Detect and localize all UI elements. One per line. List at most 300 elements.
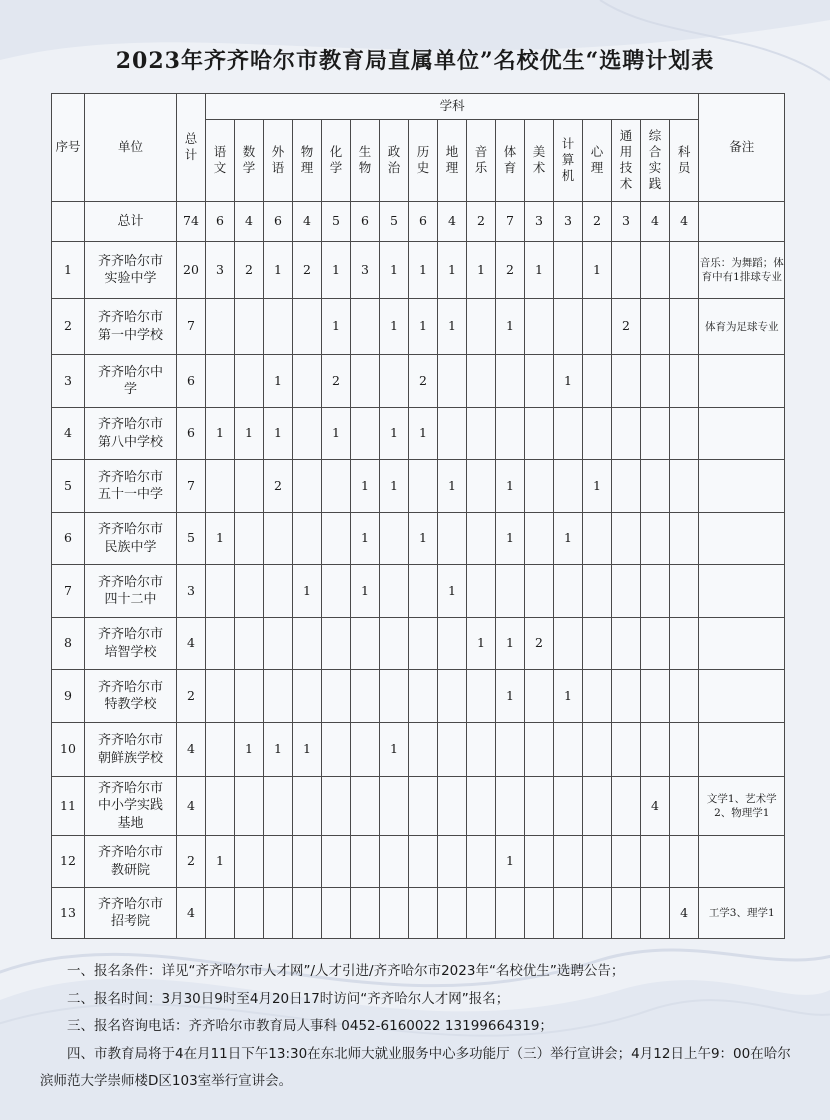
row-cell xyxy=(380,617,409,669)
row-cell xyxy=(612,355,641,407)
row-note xyxy=(699,670,785,722)
total-row-label: 总计 xyxy=(85,202,177,242)
row-note xyxy=(699,355,785,407)
row-cell: 1 xyxy=(380,460,409,512)
row-cell xyxy=(235,617,264,669)
row-seq: 2 xyxy=(52,298,85,355)
row-seq: 1 xyxy=(52,242,85,299)
row-unit: 齐齐哈尔市教研院 xyxy=(85,835,177,887)
total-row-cell: 4 xyxy=(235,202,264,242)
row-cell xyxy=(235,298,264,355)
row-cell xyxy=(351,355,380,407)
row-total: 6 xyxy=(177,407,206,459)
row-cell xyxy=(670,722,699,777)
total-row-cell: 4 xyxy=(438,202,467,242)
row-cell: 2 xyxy=(322,355,351,407)
table-row xyxy=(52,835,785,887)
row-cell xyxy=(641,888,670,939)
row-cell xyxy=(496,407,525,459)
notice-line-1: 一、报名条件：详见“齐齐哈尔市人才网”/人才引进/齐齐哈尔市2023年“名校优生”选聘公告； xyxy=(67,963,625,979)
row-cell xyxy=(525,777,554,836)
row-cell: 1 xyxy=(496,460,525,512)
row-note xyxy=(699,407,785,459)
notice-line-2: 二、报名时间：3月30日9时至4月20日17时访问“齐齐哈尔人才网”报名； xyxy=(67,990,510,1007)
row-total: 7 xyxy=(177,298,206,355)
row-cell xyxy=(293,298,322,355)
row-note xyxy=(699,617,785,669)
row-cell xyxy=(409,835,438,887)
row-cell xyxy=(409,565,438,617)
total-row-cell: 2 xyxy=(467,202,496,242)
table-row xyxy=(52,298,785,355)
row-cell xyxy=(583,298,612,355)
row-cell xyxy=(380,888,409,939)
row-total: 7 xyxy=(177,460,206,512)
header-subject: 地理 xyxy=(438,120,467,202)
row-cell: 1 xyxy=(206,407,235,459)
header-subject: 体育 xyxy=(496,120,525,202)
row-total: 3 xyxy=(177,565,206,617)
row-cell: 2 xyxy=(235,242,264,299)
total-row-note xyxy=(699,202,785,242)
row-cell xyxy=(351,722,380,777)
header-subject: 综合实践 xyxy=(641,120,670,202)
row-cell: 2 xyxy=(525,617,554,669)
table-row xyxy=(52,722,785,777)
row-cell xyxy=(206,355,235,407)
row-cell xyxy=(322,617,351,669)
row-cell xyxy=(525,565,554,617)
row-cell xyxy=(235,888,264,939)
row-note xyxy=(699,722,785,777)
row-cell xyxy=(496,722,525,777)
table-row xyxy=(52,355,785,407)
row-cell xyxy=(380,835,409,887)
notice-line-4: 四、市教育局将于4在月11日下午13:30在东北师大就业服务中心多功能厅（三）举行宣讲会；4月12日上午9：00在哈尔滨师范大学崇师楼D区103室举行宣讲会。 xyxy=(40,1045,791,1089)
row-cell xyxy=(583,670,612,722)
header-unit: 单位 xyxy=(85,94,177,202)
row-unit: 齐齐哈尔市实验中学 xyxy=(85,242,177,299)
row-cell xyxy=(525,888,554,939)
header-subject: 生物 xyxy=(351,120,380,202)
row-cell xyxy=(525,835,554,887)
row-cell xyxy=(380,777,409,836)
row-cell xyxy=(351,670,380,722)
row-total: 4 xyxy=(177,722,206,777)
row-cell xyxy=(322,722,351,777)
row-cell xyxy=(293,888,322,939)
total-row-cell: 7 xyxy=(496,202,525,242)
row-cell xyxy=(264,777,293,836)
header-subject: 计算机 xyxy=(554,120,583,202)
row-cell xyxy=(293,617,322,669)
row-cell xyxy=(641,617,670,669)
header-subject: 物理 xyxy=(293,120,322,202)
row-cell xyxy=(351,617,380,669)
row-cell xyxy=(670,407,699,459)
row-cell xyxy=(612,670,641,722)
header-subject: 外语 xyxy=(264,120,293,202)
total-row-cell: 2 xyxy=(583,202,612,242)
row-cell xyxy=(293,355,322,407)
row-cell: 1 xyxy=(525,242,554,299)
row-cell xyxy=(641,670,670,722)
row-cell: 1 xyxy=(467,242,496,299)
total-row-cell: 5 xyxy=(322,202,351,242)
row-cell xyxy=(554,617,583,669)
header-note: 备注 xyxy=(699,94,785,202)
row-cell xyxy=(380,512,409,564)
row-unit: 齐齐哈尔中学 xyxy=(85,355,177,407)
row-cell xyxy=(235,355,264,407)
row-cell xyxy=(322,565,351,617)
total-row-total: 74 xyxy=(177,202,206,242)
row-seq: 13 xyxy=(52,888,85,939)
row-cell xyxy=(467,670,496,722)
row-cell xyxy=(641,835,670,887)
row-cell xyxy=(351,407,380,459)
total-row-cell: 5 xyxy=(380,202,409,242)
row-cell xyxy=(554,242,583,299)
row-cell xyxy=(525,298,554,355)
row-cell xyxy=(409,888,438,939)
row-cell: 1 xyxy=(380,298,409,355)
row-cell xyxy=(438,355,467,407)
row-seq: 3 xyxy=(52,355,85,407)
header-subject: 语文 xyxy=(206,120,235,202)
header-total: 总计 xyxy=(177,94,206,202)
notice-line-3: 三、报名咨询电话：齐齐哈尔市教育局人事科 0452-6160022 13199664319； xyxy=(67,1018,553,1034)
row-cell xyxy=(467,407,496,459)
total-row-seq xyxy=(52,202,85,242)
row-cell: 4 xyxy=(641,777,670,836)
row-cell: 1 xyxy=(264,722,293,777)
total-row xyxy=(52,202,785,242)
row-cell xyxy=(206,565,235,617)
row-cell xyxy=(438,512,467,564)
row-cell xyxy=(467,512,496,564)
row-cell: 1 xyxy=(554,355,583,407)
row-cell: 4 xyxy=(670,888,699,939)
row-cell xyxy=(322,888,351,939)
row-seq: 4 xyxy=(52,407,85,459)
row-cell: 1 xyxy=(380,407,409,459)
table-row xyxy=(52,512,785,564)
row-cell xyxy=(206,777,235,836)
row-cell xyxy=(583,565,612,617)
row-cell xyxy=(206,670,235,722)
row-cell xyxy=(612,617,641,669)
row-seq: 5 xyxy=(52,460,85,512)
row-cell: 1 xyxy=(438,565,467,617)
row-cell xyxy=(206,298,235,355)
row-cell: 1 xyxy=(206,512,235,564)
total-row-cell: 4 xyxy=(293,202,322,242)
row-cell xyxy=(612,888,641,939)
row-note: 文学1、艺术学2、物理学1 xyxy=(699,777,785,836)
row-total: 20 xyxy=(177,242,206,299)
row-note xyxy=(699,512,785,564)
row-cell xyxy=(322,670,351,722)
row-cell xyxy=(235,565,264,617)
header-subject: 美术 xyxy=(525,120,554,202)
row-cell xyxy=(351,835,380,887)
header-subject: 科员 xyxy=(670,120,699,202)
table-row xyxy=(52,888,785,939)
total-row-cell: 6 xyxy=(409,202,438,242)
row-cell xyxy=(612,460,641,512)
row-cell: 1 xyxy=(264,355,293,407)
row-cell: 1 xyxy=(438,242,467,299)
row-cell xyxy=(554,722,583,777)
row-cell: 1 xyxy=(496,617,525,669)
row-cell xyxy=(496,888,525,939)
row-cell xyxy=(322,460,351,512)
row-unit: 齐齐哈尔市朝鲜族学校 xyxy=(85,722,177,777)
row-cell: 1 xyxy=(322,407,351,459)
row-unit: 齐齐哈尔市五十一中学 xyxy=(85,460,177,512)
row-cell xyxy=(409,670,438,722)
total-row-cell: 3 xyxy=(525,202,554,242)
row-cell xyxy=(438,407,467,459)
row-cell xyxy=(235,835,264,887)
total-row-cell: 6 xyxy=(351,202,380,242)
row-note: 体育为足球专业 xyxy=(699,298,785,355)
row-cell xyxy=(583,512,612,564)
row-cell xyxy=(496,355,525,407)
row-cell xyxy=(351,777,380,836)
row-cell xyxy=(670,777,699,836)
row-cell xyxy=(554,835,583,887)
row-cell xyxy=(554,460,583,512)
row-cell xyxy=(293,407,322,459)
row-cell: 1 xyxy=(380,242,409,299)
header-subject: 化学 xyxy=(322,120,351,202)
row-unit: 齐齐哈尔市招考院 xyxy=(85,888,177,939)
row-cell xyxy=(409,460,438,512)
row-cell xyxy=(670,565,699,617)
row-cell xyxy=(293,835,322,887)
table-row xyxy=(52,565,785,617)
total-row-cell: 6 xyxy=(264,202,293,242)
row-cell xyxy=(583,355,612,407)
row-cell xyxy=(409,722,438,777)
row-cell xyxy=(264,670,293,722)
total-row-cell: 4 xyxy=(641,202,670,242)
row-cell xyxy=(322,777,351,836)
row-seq: 11 xyxy=(52,777,85,836)
row-cell xyxy=(641,512,670,564)
row-cell xyxy=(467,460,496,512)
row-cell xyxy=(467,722,496,777)
row-cell xyxy=(264,617,293,669)
row-seq: 7 xyxy=(52,565,85,617)
row-total: 4 xyxy=(177,888,206,939)
row-cell xyxy=(380,670,409,722)
row-cell xyxy=(322,512,351,564)
row-cell: 1 xyxy=(583,242,612,299)
row-cell xyxy=(264,298,293,355)
row-total: 4 xyxy=(177,777,206,836)
row-cell: 1 xyxy=(293,722,322,777)
header-subject: 数学 xyxy=(235,120,264,202)
row-cell xyxy=(612,565,641,617)
row-cell xyxy=(583,888,612,939)
row-cell xyxy=(583,835,612,887)
row-seq: 10 xyxy=(52,722,85,777)
row-cell xyxy=(612,242,641,299)
row-cell xyxy=(293,670,322,722)
row-cell: 1 xyxy=(496,512,525,564)
row-cell xyxy=(264,512,293,564)
row-cell xyxy=(467,298,496,355)
row-cell xyxy=(322,835,351,887)
row-cell: 2 xyxy=(409,355,438,407)
row-cell xyxy=(670,460,699,512)
row-seq: 6 xyxy=(52,512,85,564)
row-cell: 1 xyxy=(409,407,438,459)
row-unit: 齐齐哈尔市第一中学校 xyxy=(85,298,177,355)
header-subject: 通用技术 xyxy=(612,120,641,202)
header-seq: 序号 xyxy=(52,94,85,202)
selection-plan-table xyxy=(51,93,785,939)
row-cell xyxy=(525,722,554,777)
row-cell xyxy=(264,835,293,887)
row-note xyxy=(699,835,785,887)
row-cell xyxy=(612,722,641,777)
row-cell xyxy=(496,565,525,617)
row-cell: 1 xyxy=(583,460,612,512)
row-unit: 齐齐哈尔市民族中学 xyxy=(85,512,177,564)
row-cell xyxy=(438,670,467,722)
row-cell: 2 xyxy=(496,242,525,299)
row-cell xyxy=(583,722,612,777)
row-cell: 1 xyxy=(409,298,438,355)
row-cell xyxy=(612,835,641,887)
row-cell xyxy=(670,298,699,355)
row-cell xyxy=(409,617,438,669)
row-unit: 齐齐哈尔市四十二中 xyxy=(85,565,177,617)
row-cell xyxy=(467,835,496,887)
header-subject-group: 学科 xyxy=(206,94,699,120)
row-unit: 齐齐哈尔市中小学实践基地 xyxy=(85,777,177,836)
row-note xyxy=(699,460,785,512)
row-cell xyxy=(525,407,554,459)
row-seq: 9 xyxy=(52,670,85,722)
row-cell: 1 xyxy=(235,407,264,459)
row-total: 2 xyxy=(177,835,206,887)
row-cell: 2 xyxy=(612,298,641,355)
row-cell xyxy=(235,512,264,564)
row-cell xyxy=(351,888,380,939)
row-cell xyxy=(206,888,235,939)
row-cell xyxy=(351,298,380,355)
row-cell xyxy=(641,407,670,459)
row-cell: 1 xyxy=(438,460,467,512)
row-cell: 1 xyxy=(496,298,525,355)
row-cell xyxy=(438,835,467,887)
row-cell xyxy=(438,777,467,836)
row-cell: 1 xyxy=(554,670,583,722)
row-total: 2 xyxy=(177,670,206,722)
row-cell: 1 xyxy=(351,565,380,617)
row-cell: 1 xyxy=(438,298,467,355)
row-cell xyxy=(670,835,699,887)
total-row-cell: 3 xyxy=(554,202,583,242)
row-cell xyxy=(612,407,641,459)
row-cell xyxy=(206,617,235,669)
row-cell xyxy=(293,460,322,512)
row-cell: 3 xyxy=(351,242,380,299)
table-row xyxy=(52,777,785,836)
row-cell xyxy=(438,888,467,939)
notice-text xyxy=(40,958,800,1096)
row-cell: 1 xyxy=(293,565,322,617)
row-cell xyxy=(554,407,583,459)
row-cell xyxy=(467,777,496,836)
row-cell: 1 xyxy=(322,298,351,355)
row-unit: 齐齐哈尔市培智学校 xyxy=(85,617,177,669)
row-cell xyxy=(235,777,264,836)
row-cell xyxy=(670,242,699,299)
row-cell xyxy=(525,670,554,722)
table-row xyxy=(52,670,785,722)
row-cell: 1 xyxy=(322,242,351,299)
row-seq: 8 xyxy=(52,617,85,669)
row-cell xyxy=(525,460,554,512)
row-cell xyxy=(380,565,409,617)
row-cell: 1 xyxy=(264,242,293,299)
row-cell: 1 xyxy=(206,835,235,887)
row-cell xyxy=(206,460,235,512)
row-cell: 1 xyxy=(380,722,409,777)
row-cell xyxy=(235,670,264,722)
row-cell: 1 xyxy=(264,407,293,459)
row-cell xyxy=(235,460,264,512)
header-subject: 音乐 xyxy=(467,120,496,202)
row-cell xyxy=(525,512,554,564)
table-row xyxy=(52,407,785,459)
row-unit: 齐齐哈尔市第八中学校 xyxy=(85,407,177,459)
row-total: 4 xyxy=(177,617,206,669)
row-cell xyxy=(206,722,235,777)
row-cell xyxy=(554,565,583,617)
table-row xyxy=(52,460,785,512)
table-row xyxy=(52,617,785,669)
row-cell xyxy=(554,888,583,939)
row-cell: 2 xyxy=(293,242,322,299)
row-cell xyxy=(554,298,583,355)
row-note: 音乐：为舞蹈；体育中有1排球专业 xyxy=(699,242,785,299)
row-cell xyxy=(264,565,293,617)
row-cell: 1 xyxy=(409,512,438,564)
row-cell xyxy=(264,888,293,939)
row-cell xyxy=(467,888,496,939)
row-cell xyxy=(641,722,670,777)
row-cell xyxy=(641,565,670,617)
row-cell xyxy=(438,722,467,777)
row-cell: 1 xyxy=(467,617,496,669)
row-cell xyxy=(641,298,670,355)
row-cell: 1 xyxy=(496,835,525,887)
row-total: 6 xyxy=(177,355,206,407)
row-cell: 1 xyxy=(351,460,380,512)
table-row xyxy=(52,242,785,299)
row-cell: 1 xyxy=(409,242,438,299)
row-cell xyxy=(670,670,699,722)
row-cell xyxy=(583,617,612,669)
header-subject: 心理 xyxy=(583,120,612,202)
